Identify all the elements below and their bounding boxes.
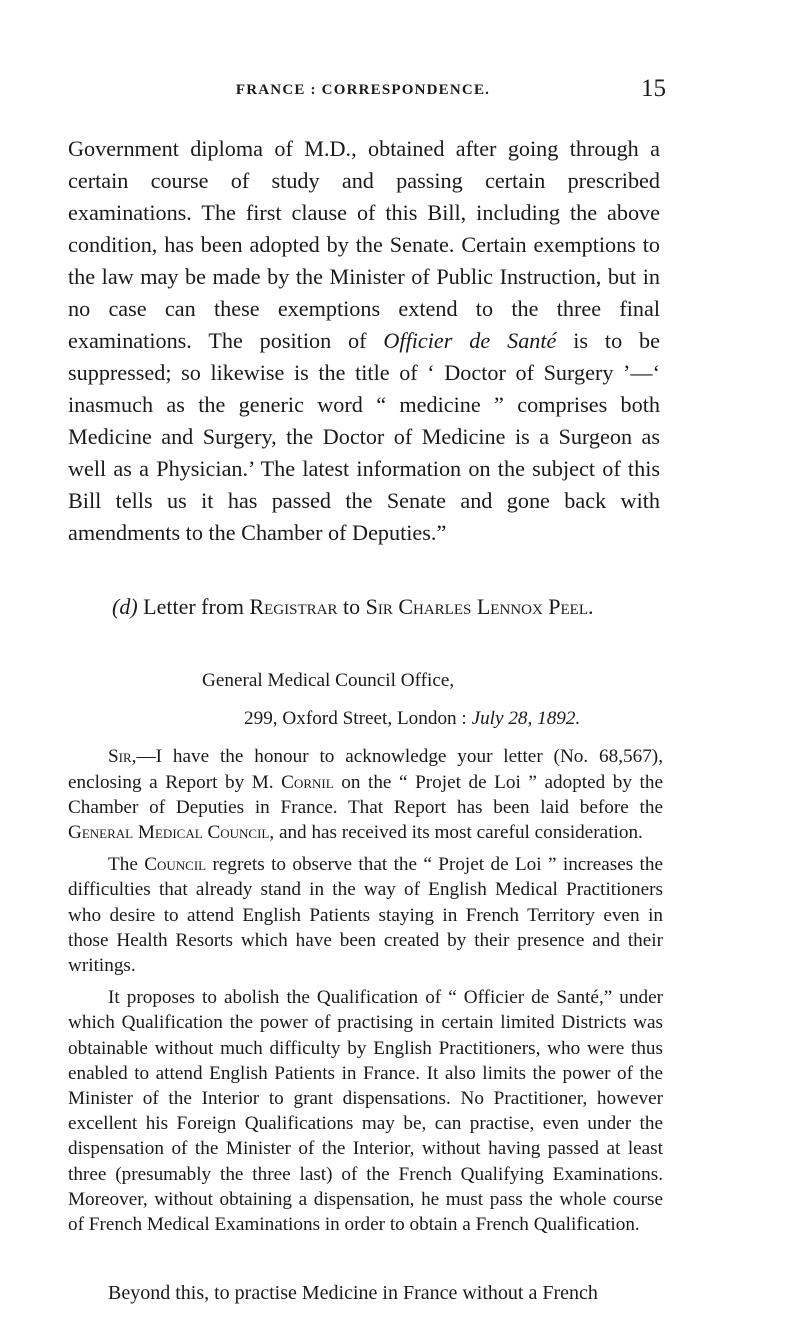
letter-paragraph-4: Beyond this, to practise Medicine in France without a French [108,1282,598,1304]
letter-p2-the: The [108,854,145,876]
section-registrar: Registrar [249,594,338,619]
salutation: Sir, [108,746,137,768]
section-text-2: to [337,594,366,619]
name-cornil: Cornil [281,771,334,793]
section-sir-charles: Sir Charles Lennox Peel. [365,594,594,619]
paragraph-diploma [68,133,660,549]
name-council: Council [144,854,207,876]
letter-paragraph-3: It proposes to abolish the Qualification of “ Officier de Santé,” under which Qualification the power of practising in certain limited Districts was obtainable without much difficulty by English Practitioners, who were thus enabled to attend English Patients in France. It also limits the power of the Minister of the Interior to grant dispensations. No Practitioner, however excellent his Foreign Qualifications may be, can practise, even under the dispensation of the Minister of the Interior, without having passed at least three (presumably the three last) of the French Qualifying Examinations. Moreover, without obtaining a dispensation, he must pass the whole course of French Medical Examinations in order to obtain a French Qualification. [68,987,663,1236]
page-number: 15 [641,75,666,102]
paragraph-text-1: Government diploma of M.D., obtained after going through a certain course of study and passing certain prescribed examinations. The first clause of this Bill, including the above condition, has been adopted by the Senate. Certain exemptions to the law may be made by the Minister of Public Instruction, but in no case can these exemptions extend to the three final examinations. The position of [68,136,660,353]
letter-body [68,668,663,1237]
body-paragraph [68,133,660,549]
letter-paragraph-1 [68,744,663,845]
letter-p2-rest: regrets to observe that the “ Projet de Loi ” increases the difficulties that already stand in the way of English Medical Practitioners who desire to attend English Patients staying in French Territory even in those Health Resorts which have been created by their presence and their writings. [68,854,663,977]
section-text-1: Letter from [137,594,250,619]
letter-address [68,668,663,731]
letter-paragraph-2 [68,852,663,978]
address-line-1: General Medical Council Office, [202,670,455,691]
officier-de-sante-italic: Officier de Santé [383,328,557,353]
section-heading [112,593,672,621]
section-label: (d) [112,594,138,619]
letter-p1-c: , and has received its most careful consideration. [269,822,643,844]
letter-p1-a: —I have the honour to acknowledge your letter (No. 68,567), enclosing a Report by M. [68,746,663,793]
paragraph-text-2: is to be suppressed; so likewise is the title of ‘ Doctor of Surgery ’—‘ inasmuch as the generic word “ medicine ” comprises both Medicine and Surgery, the Doctor of Medicine is a Surgeon as well as a Physician.’ The latest information on the subject of this Bill tells us it has passed the Senate and gone back with amendments to the Chamber of Deputies.” [68,328,660,545]
page-header [68,75,666,108]
letter-p1-b: on the “ Projet de Loi ” adopted by the Chamber of Deputies in France. That Report has been laid before the [68,771,663,818]
address-street: 299, Oxford Street, London : [244,708,472,730]
name-gmc: General Medical Council [68,822,270,844]
running-head: FRANCE : CORRESPONDENCE. [235,82,491,98]
letter-date: July 28, 1892. [471,708,581,730]
address-line-2 [202,706,663,731]
